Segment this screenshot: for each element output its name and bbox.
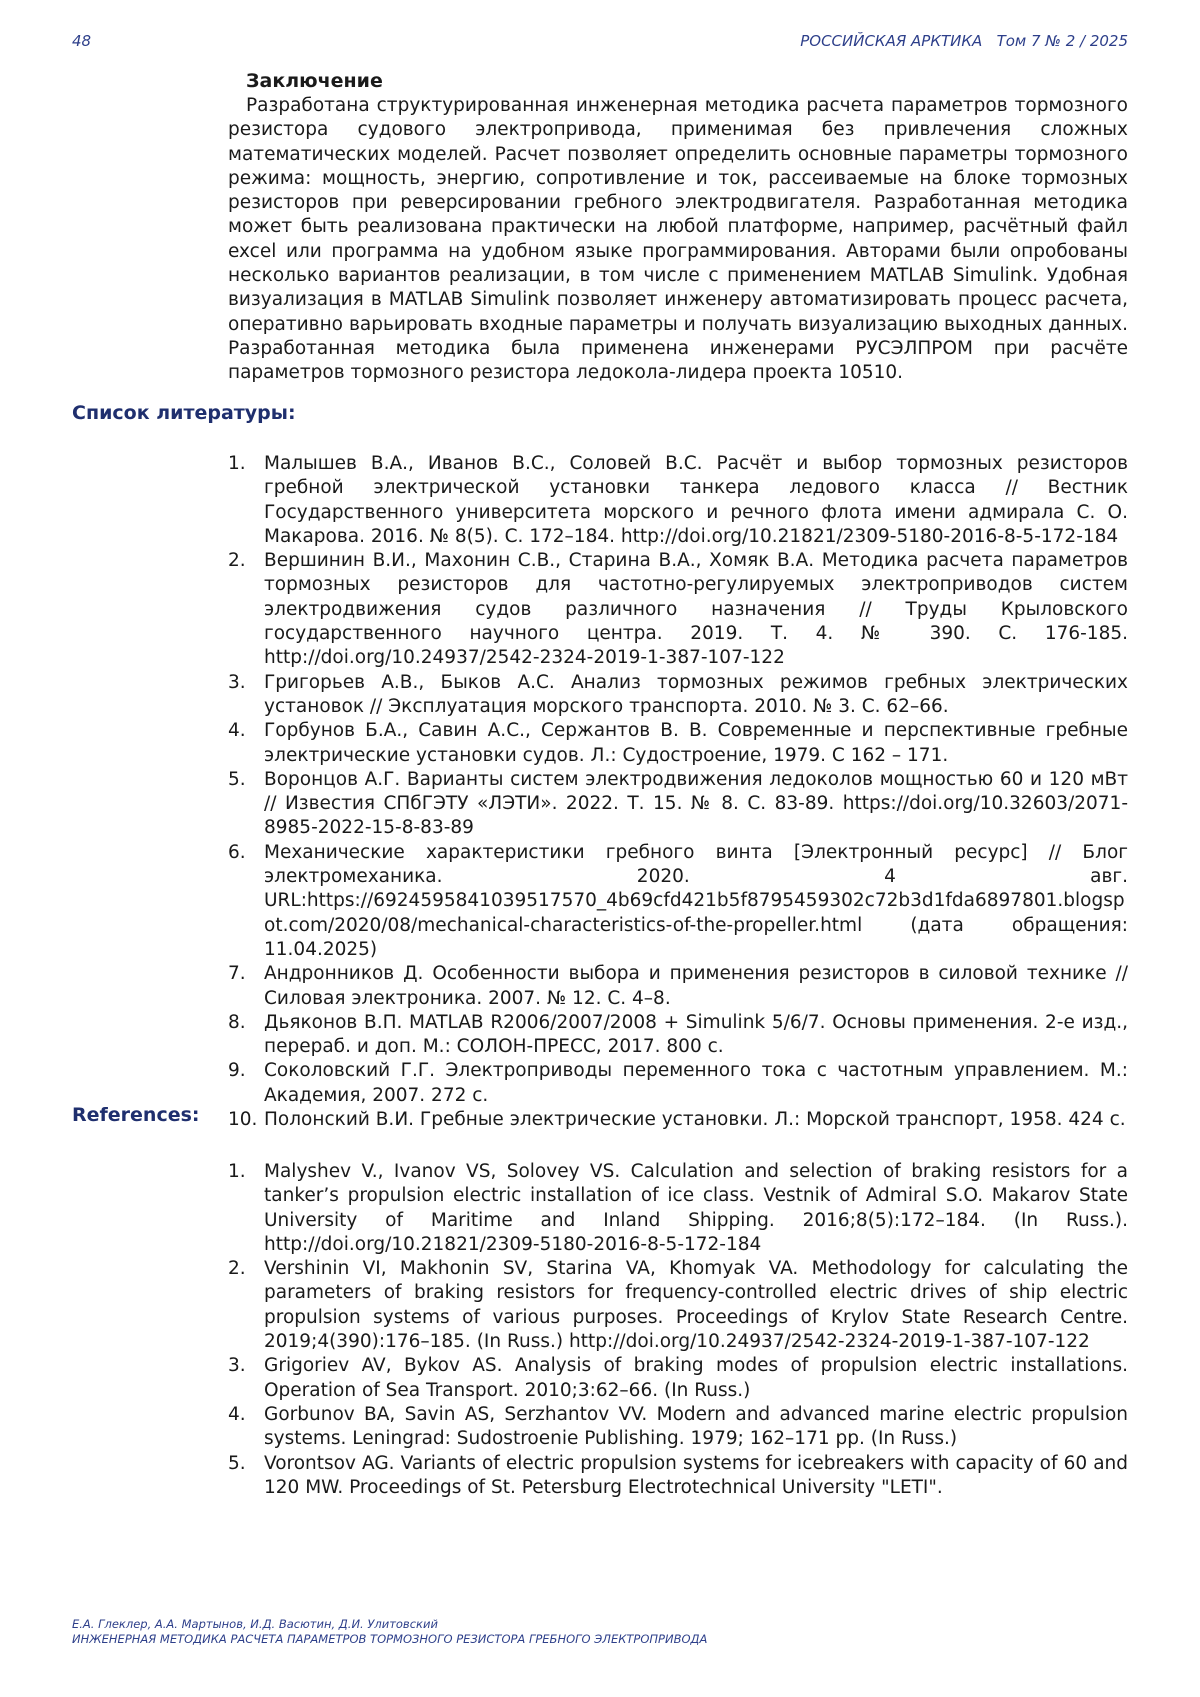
reference-text: Соколовский Г.Г. Электроприводы переменного тока с частотным управлением. М.: Академия, 2007. 272 с. (264, 1060, 1128, 1106)
conclusion-title: Заключение (246, 70, 383, 92)
reference-number: 1. (228, 1161, 246, 1182)
reference-number: 2. (228, 550, 246, 572)
footer (72, 1617, 707, 1647)
conclusion-paragraph: Разработана структурированная инженерная методика расчета параметров тормозного резистора судового электропривода, применимая без привлечения сложных математических моделей. Расчет позволяет определить основные параметры тормозного режима: мощность, энергию, сопротивление и ток, рассеиваемые на блоке тормозных резисторов при реверсировании гребного электродвигателя. Разработанная методика может быть реализована практически на любой платформе, например, расчётный файл excel или программа на удобном языке программирования. Авторами были опробованы несколько вариантов реализации, в том числе с применением MATLAB Simulink. Удобная визуализация в MATLAB Simulink позволяет инженеру автоматизировать процесс расчета, оперативно варьировать входные параметры и получать визуализацию выходных данных. Разработанная методика была применена инженерами РУСЭЛПРОМ при расчёте параметров тормозного резистора ледокола-лидера проекта 10510. (228, 95, 1128, 384)
en-references-title: References: (72, 1104, 200, 1126)
reference-number: 10. (228, 1109, 258, 1131)
reference-text: Malyshev V., Ivanov VS, Solovey VS. Calculation and selection of braking resistors for a tanker’s propulsion electric installation of ice class. Vestnik of Admiral S.O. Makarov State University of Maritime and Inland Shipping. 2016;8(5):172–184. (In Russ.). http://doi.org/10.21821/2309-5180-2016-8-5-172-184 (264, 1161, 1128, 1255)
reference-number: 2. (228, 1258, 246, 1280)
reference-text: Gorbunov BA, Savin AS, Serzhantov VV. Modern and advanced marine electric propulsion systems. Leningrad: Sudostroenie Publishing. 1979; 162–171 pp. (In Russ.) (264, 1403, 1128, 1450)
reference-text: Андронников Д. Особенности выбора и применения резисторов в силовой технике // Силовая электроника. 2007. № 12. С. 4–8. (264, 963, 1128, 1009)
reference-item (228, 719, 1128, 768)
journal-header: РОССИЙСКАЯ АРКТИКА Том 7 № 2 / 2025 (800, 32, 1128, 50)
reference-item (228, 1257, 1128, 1354)
reference-item (228, 1011, 1128, 1060)
reference-item (228, 549, 1128, 670)
reference-text: Grigoriev AV, Bykov AS. Analysis of braking modes of propulsion electric installations. Operation of Sea Transport. 2010;3:62–66. (In Russ.) (264, 1355, 1128, 1401)
reference-number: 5. (228, 1452, 246, 1474)
footer-title: ИНЖЕНЕРНАЯ МЕТОДИКА РАСЧЕТА ПАРАМЕТРОВ ТОРМОЗНОГО РЕЗИСТОРА ГРЕБНОГО ЭЛЕКТРОПРИВОДА (72, 1632, 708, 1646)
reference-text: Григорьев А.В., Быков А.С. Анализ тормозных режимов гребных электрических установок // Эксплуатация морского транспорта. 2010. № 3. С. 62–66. (264, 671, 1128, 717)
reference-item (228, 1452, 1128, 1501)
reference-number: 5. (228, 768, 246, 790)
reference-number: 7. (228, 963, 246, 985)
reference-item (228, 452, 1128, 549)
reference-number: 4. (228, 720, 246, 742)
ru-references-title: Список литературы: (72, 402, 296, 424)
reference-item (228, 1108, 1128, 1132)
reference-number: 3. (228, 1355, 246, 1377)
conclusion-section (228, 68, 1128, 386)
en-references-list (228, 1160, 1128, 1500)
reference-text: Горбунов Б.А., Савин А.С., Сержантов В. В. Современные и перспективные гребные электрические установки судов. Л.: Судостроение, 1979. С 162 – 171. (264, 720, 1128, 766)
reference-text: Малышев В.А., Иванов В.С., Соловей В.С. Расчёт и выбор тормозных резисторов гребной электрической установки танкера ледового класса // Вестник Государственного университета морского и речного флота имени адмирала С. О. Макарова. 2016. № 8(5). С. 172–184. http://doi.org/10.21821/2309-5180-2016-8-5-172-184 (264, 453, 1128, 547)
reference-number: 4. (228, 1403, 246, 1425)
reference-text: Дьяконов В.П. MATLAB R2006/2007/2008 + Simulink 5/6/7. Основы применения. 2-е изд., перераб. и доп. М.: СОЛОН-ПРЕСС, 2017. 800 с. (264, 1011, 1128, 1058)
reference-item (228, 841, 1128, 962)
reference-number: 6. (228, 841, 246, 863)
reference-number: 1. (228, 453, 246, 474)
reference-text: Vorontsov AG. Variants of electric propulsion systems for icebreakers with capacity of 60 and 120 MW. Proceedings of St. Petersburg Electrotechnical University "LETI". (264, 1452, 1128, 1498)
reference-number: 8. (228, 1011, 246, 1033)
reference-item (228, 768, 1128, 841)
reference-number: 3. (228, 671, 246, 693)
reference-item (228, 1160, 1128, 1257)
reference-text: Вершинин В.И., Махонин С.В., Старина В.А., Хомяк В.А. Методика расчета параметров тормозных резисторов для частотно-регулируемых электроприводов систем электродвижения судов различного назначения // Труды Крыловского государственного научного центра. 2019. Т. 4. № 390. С. 176-185. http://doi.org/10.24937/2542-2324-2019-1-387-107-122 (264, 550, 1128, 669)
reference-item (228, 671, 1128, 720)
ru-references-list (228, 452, 1128, 1132)
footer-authors: Е.А. Глеклер, А.А. Мартынов, И.Д. Васютин, Д.И. Улитовский (72, 1617, 438, 1631)
reference-item (228, 1059, 1128, 1108)
reference-item (228, 1354, 1128, 1403)
reference-number: 9. (228, 1060, 246, 1082)
page-number: 48 (72, 32, 92, 50)
reference-text: Воронцов А.Г. Варианты систем электродвижения ледоколов мощностью 60 и 120 мВт // Известия СПбГЭТУ «ЛЭТИ». 2022. Т. 15. № 8. С. 83-89. https://doi.org/10.32603/2071-8985-2022-15-8-83-89 (264, 768, 1128, 839)
reference-item (228, 962, 1128, 1011)
reference-item (228, 1403, 1128, 1452)
reference-text: Механические характеристики гребного винта [Электронный ресурс] // Блог электромеханика. 2020. 4 авг. URL:https://6924595841039517570_4b69cfd421b5f8795459302c72b3d1fda6897801.blogspot.com/2020/08/mechanical-characteristics-of-the-propeller.html (дата обращения: 11.04.2025) (264, 841, 1128, 960)
reference-text: Полонский В.И. Гребные электрические установки. Л.: Морской транспорт, 1958. 424 с. (264, 1109, 1126, 1131)
reference-text: Vershinin VI, Makhonin SV, Starina VA, Khomyak VA. Methodology for calculating the parameters of braking resistors for frequency-controlled electric drives of ship electric propulsion systems of various purposes. Proceedings of Krylov State Research Centre. 2019;4(390):176–185. (In Russ.) http://doi.org/10.24937/2542-2324-2019-1-387-107-122 (264, 1258, 1128, 1353)
